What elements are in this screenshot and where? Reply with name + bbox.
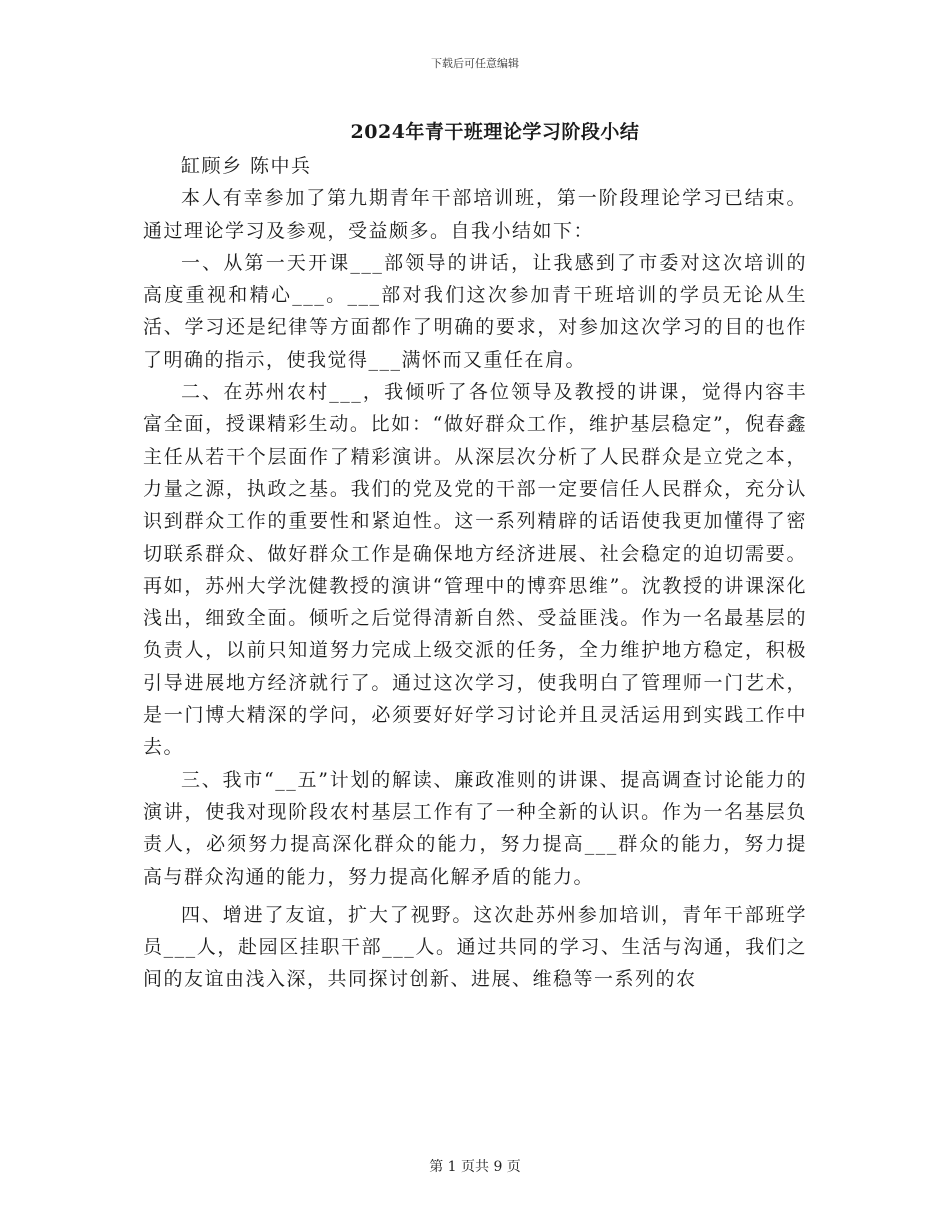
document-body [143, 150, 807, 996]
body-paragraph-intro: 本人有幸参加了第九期青年干部培训班，第一阶段理论学习已结束。通过理论学习及参观，受益颇多。自我小结如下： [143, 187, 807, 242]
page-header-note: 下载后可任意编辑 [431, 57, 519, 70]
body-paragraph-1: 一、从第一天开课___部领导的讲话，让我感到了市委对这次培训的高度重视和精心___。___部对我们这次参加青干班培训的学员无论从生活、学习还是纪律等方面都作了明确的要求，对参加这次学习的目的也作了明确的指示，使我觉得___满怀而又重任在肩。 [143, 251, 807, 371]
body-paragraph-2: 二、在苏州农村___，我倾听了各位领导及教授的讲课，觉得内容丰富全面，授课精彩生动。比如：“做好群众工作，维护基层稳定”，倪春鑫主任从若干个层面作了精彩演讲。从深层次分析了人民群众是立党之本，力量之源，执政之基。我们的党及党的干部一定要信任人民群众，充分认识到群众工作的重要性和紧迫性。这一系列精辟的话语使我更加懂得了密切联系群众、做好群众工作是确保地方经济进展、社会稳定的迫切需要。再如，苏州大学沈健教授的演讲“管理中的博弈思维”。沈教授的讲课深化浅出，细致全面。倾听之后觉得清新自然、受益匪浅。作为一名最基层的负责人，以前只知道努力完成上级交派的任务，全力维护地方稳定，积极引导进展地方经济就行了。通过这次学习，使我明白了管理师一门艺术，是一门博大精深的学问，必须要好好学习讨论并且灵活运用到实践工作中去。 [143, 381, 807, 759]
body-paragraph-3: 三、我市“__五”计划的解读、廉政准则的讲课、提高调查讨论能力的演讲，使我对现阶段农村基层工作有了一种全新的认识。作为一名基层负责人，必须努力提高深化群众的能力，努力提高___群众的能力，努力提高与群众沟通的能力，努力提高化解矛盾的能力。 [143, 768, 807, 888]
body-paragraph-4: 四、增进了友谊，扩大了视野。这次赴苏州参加培训，青年干部班学员___人，赴园区挂职干部___人。通过共同的学习、生活与沟通，我们之间的友谊由浅入深，共同探讨创新、进展、维稳等一系列的农 [143, 903, 807, 991]
document-title: 2024年青干班理论学习阶段小结 [350, 121, 640, 143]
author-line: 缸顾乡 陈中兵 [181, 155, 312, 177]
page-number: 第 1 页共 9 页 [429, 1159, 521, 1175]
